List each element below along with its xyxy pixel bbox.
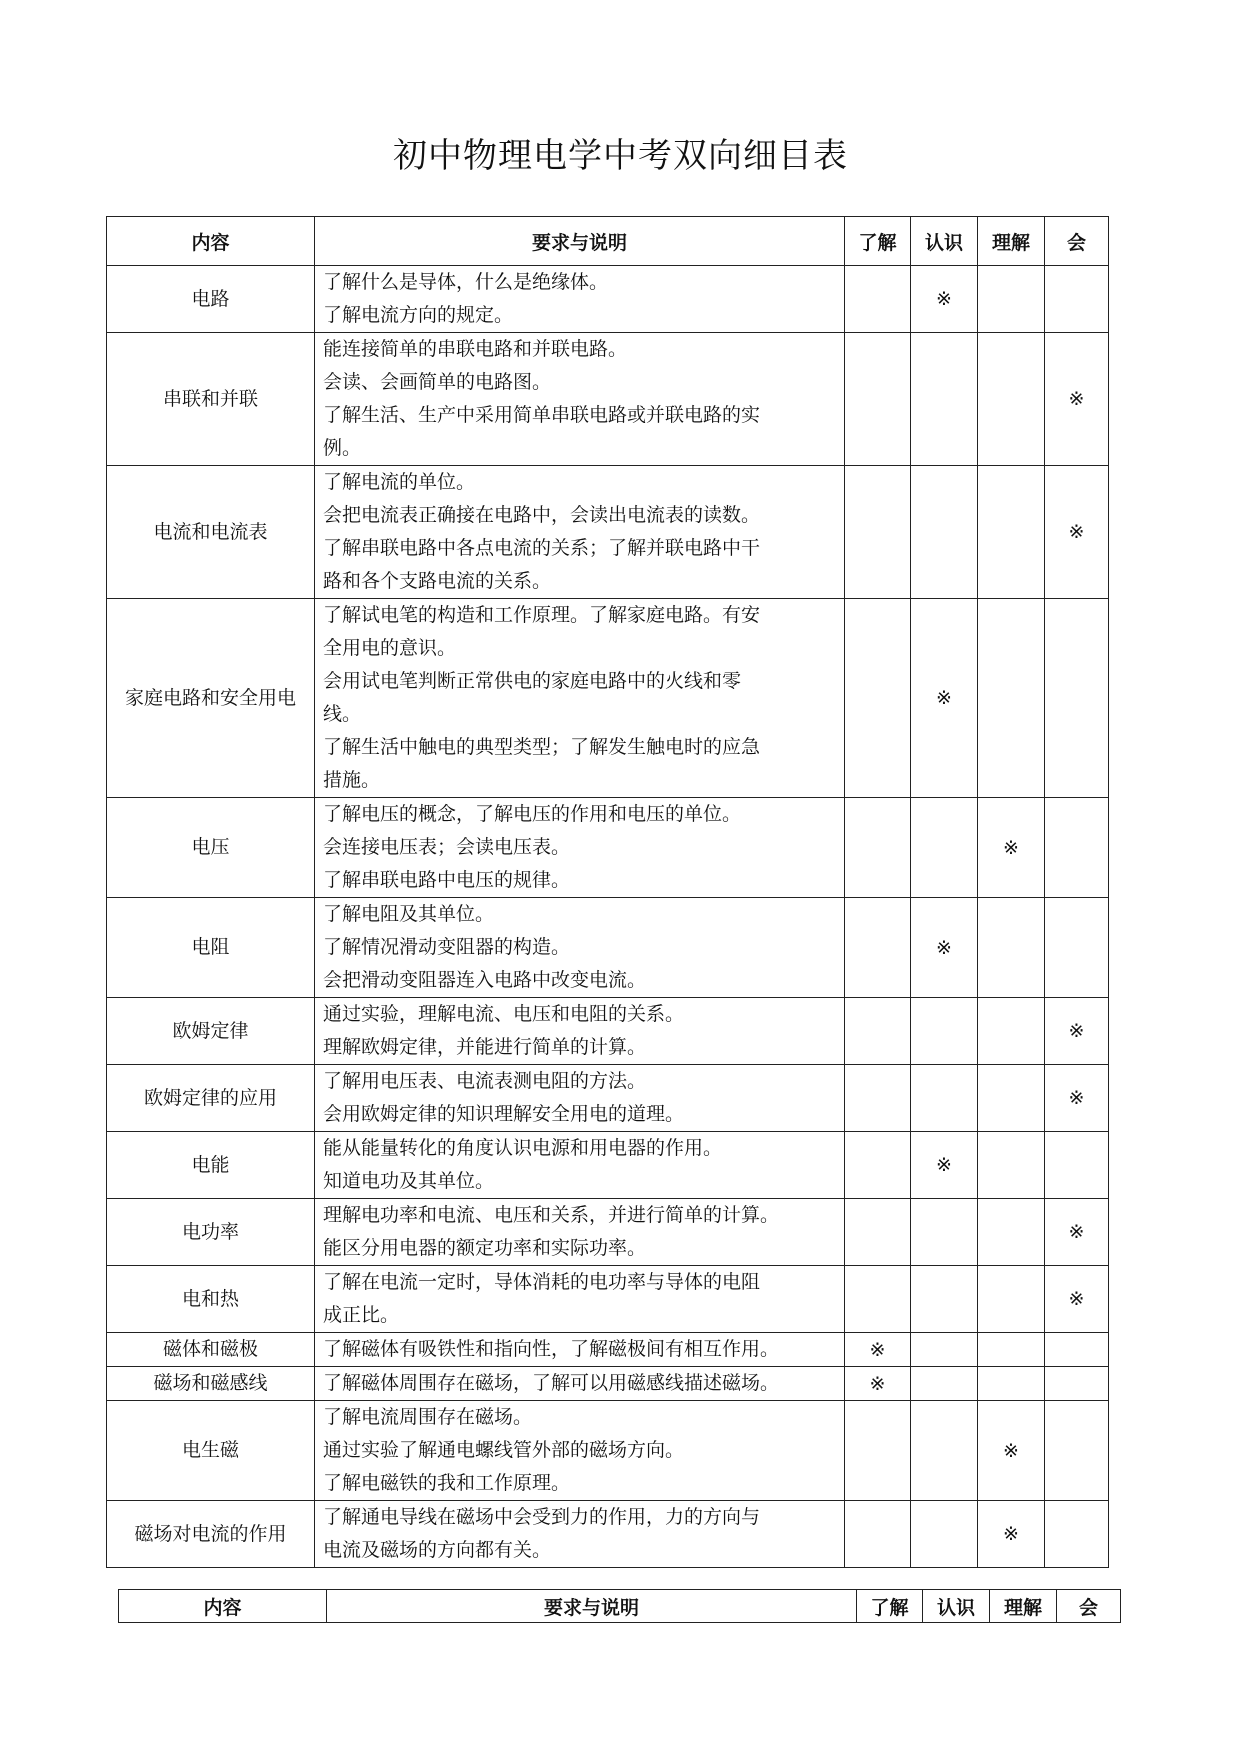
row-content: 磁场和磁感线 [107,1367,315,1401]
row-description [315,1266,845,1333]
mark-recognize: ※ [911,266,978,333]
detail-table [106,216,1109,1568]
mark-understand-basic [845,333,911,466]
row-content: 电能 [107,1132,315,1199]
header-comprehend: 理解 [978,217,1045,266]
mark-comprehend [978,333,1045,466]
mark-able: ※ [1045,333,1109,466]
mark-comprehend [978,599,1045,798]
row-description [315,1065,845,1132]
mark-comprehend [978,998,1045,1065]
table-row [107,998,1109,1065]
description-line: 会用欧姆定律的知识理解安全用电的道理。 [323,1103,685,1125]
mark-able: ※ [1045,1266,1109,1333]
row-description [315,599,845,798]
description-line: 通过实验了解通电螺线管外部的磁场方向。 [323,1439,685,1461]
description-line: 了解电磁铁的我和工作原理。 [323,1472,571,1494]
description-line: 了解用电压表、电流表测电阻的方法。 [323,1070,647,1092]
description-line: 了解在电流一定时，导体消耗的电功率与导体的电阻 [323,1271,761,1293]
description-line: 全用电的意识。 [323,637,457,659]
table-row [107,898,1109,998]
mark-comprehend [978,1266,1045,1333]
table-row [107,599,1109,798]
table-row [107,1333,1109,1367]
mark-understand-basic [845,1266,911,1333]
mark-comprehend [978,898,1045,998]
continuation-table [118,1589,1121,1623]
mark-recognize [911,1501,978,1568]
table-row [107,1266,1109,1333]
mark-comprehend [978,1199,1045,1266]
mark-recognize: ※ [911,898,978,998]
mark-recognize [911,1367,978,1401]
table-row [107,266,1109,333]
mark-understand-basic: ※ [845,1367,911,1401]
table-row [107,798,1109,898]
mark-able: ※ [1045,466,1109,599]
description-line: 理解电功率和电流、电压和关系，并进行简单的计算。 [323,1204,780,1226]
mark-recognize: ※ [911,599,978,798]
header-recognize: 认识 [923,1590,990,1623]
mark-understand-basic [845,898,911,998]
description-line: 例。 [323,437,362,459]
row-content: 电流和电流表 [107,466,315,599]
description-line: 能从能量转化的角度认识电源和用电器的作用。 [323,1137,723,1159]
row-description [315,1199,845,1266]
header-content: 内容 [119,1590,327,1623]
description-line: 会读、会画简单的电路图。 [323,371,552,393]
header-understand-basic: 了解 [857,1590,923,1623]
row-description [315,266,845,333]
table-row [107,1065,1109,1132]
mark-able: ※ [1045,1199,1109,1266]
description-line: 了解电阻及其单位。 [323,903,495,925]
mark-able [1045,1333,1109,1367]
page-title: 初中物理电学中考双向细目表 [393,136,848,176]
table-header-row [119,1590,1121,1623]
mark-understand-basic [845,1132,911,1199]
description-line: 路和各个支路电流的关系。 [323,570,552,592]
mark-understand-basic [845,266,911,333]
mark-recognize [911,1401,978,1501]
row-content: 磁场对电流的作用 [107,1501,315,1568]
mark-able [1045,1401,1109,1501]
header-able: 会 [1057,1590,1121,1623]
description-line: 会用试电笔判断正常供电的家庭电路中的火线和零 [323,670,742,692]
description-line: 电流及磁场的方向都有关。 [323,1539,552,1561]
description-line: 了解生活中触电的典型类型；了解发生触电时的应急 [323,736,761,758]
table-row [107,1401,1109,1501]
row-content: 欧姆定律的应用 [107,1065,315,1132]
table-row [107,1199,1109,1266]
description-line: 了解情况滑动变阻器的构造。 [323,936,571,958]
description-line: 了解电流的单位。 [323,471,476,493]
header-content: 内容 [107,217,315,266]
mark-able: ※ [1045,1065,1109,1132]
table-row [107,1501,1109,1568]
description-line: 了解串联电路中电压的规律。 [323,869,571,891]
description-line: 了解生活、生产中采用简单串联电路或并联电路的实 [323,404,761,426]
header-requirements: 要求与说明 [327,1590,857,1623]
mark-recognize [911,1266,978,1333]
row-content: 电和热 [107,1266,315,1333]
description-line: 了解电流方向的规定。 [323,304,514,326]
table-row [107,466,1109,599]
description-line: 成正比。 [323,1304,400,1326]
description-line: 能连接简单的串联电路和并联电路。 [323,338,628,360]
row-content: 电压 [107,798,315,898]
description-line: 了解试电笔的构造和工作原理。了解家庭电路。有安 [323,604,761,626]
mark-understand-basic [845,798,911,898]
row-content: 磁体和磁极 [107,1333,315,1367]
mark-able: ※ [1045,998,1109,1065]
header-recognize: 认识 [911,217,978,266]
description-line: 了解什么是导体，什么是绝缘体。 [323,271,609,293]
row-description [315,1367,845,1401]
mark-recognize [911,998,978,1065]
row-content: 串联和并联 [107,333,315,466]
description-line: 了解电压的概念，了解电压的作用和电压的单位。 [323,803,742,825]
mark-recognize [911,1065,978,1132]
row-description [315,333,845,466]
mark-comprehend [978,266,1045,333]
mark-recognize [911,333,978,466]
description-line: 会把电流表正确接在电路中，会读出电流表的读数。 [323,504,761,526]
mark-understand-basic [845,1065,911,1132]
mark-comprehend: ※ [978,798,1045,898]
description-line: 了解电流周围存在磁场。 [323,1406,533,1428]
mark-understand-basic [845,1199,911,1266]
mark-able [1045,898,1109,998]
table-row [107,1367,1109,1401]
row-content: 电功率 [107,1199,315,1266]
description-line: 线。 [323,703,362,725]
description-line: 会把滑动变阻器连入电路中改变电流。 [323,969,647,991]
mark-able [1045,599,1109,798]
row-description [315,998,845,1065]
mark-able [1045,1501,1109,1568]
mark-able [1045,1367,1109,1401]
table-row [107,333,1109,466]
description-line: 了解磁体周围存在磁场，了解可以用磁感线描述磁场。 [323,1372,780,1394]
table-header-row [107,217,1109,266]
mark-comprehend [978,1333,1045,1367]
description-line: 了解磁体有吸铁性和指向性，了解磁极间有相互作用。 [323,1338,780,1360]
mark-comprehend [978,1132,1045,1199]
row-description [315,1501,845,1568]
mark-comprehend [978,1065,1045,1132]
description-line: 了解通电导线在磁场中会受到力的作用，力的方向与 [323,1506,761,1528]
mark-comprehend: ※ [978,1401,1045,1501]
row-description [315,798,845,898]
mark-recognize [911,466,978,599]
mark-recognize [911,798,978,898]
row-content: 家庭电路和安全用电 [107,599,315,798]
mark-comprehend: ※ [978,1501,1045,1568]
description-line: 知道电功及其单位。 [323,1170,495,1192]
mark-recognize: ※ [911,1132,978,1199]
mark-understand-basic [845,998,911,1065]
mark-understand-basic: ※ [845,1333,911,1367]
description-line: 措施。 [323,769,381,791]
row-description [315,1333,845,1367]
mark-understand-basic [845,466,911,599]
description-line: 能区分用电器的额定功率和实际功率。 [323,1237,647,1259]
description-line: 理解欧姆定律，并能进行简单的计算。 [323,1036,647,1058]
description-line: 会连接电压表；会读电压表。 [323,836,571,858]
mark-recognize [911,1199,978,1266]
header-understand-basic: 了解 [845,217,911,266]
description-line: 通过实验，理解电流、电压和电阻的关系。 [323,1003,685,1025]
mark-able [1045,1132,1109,1199]
mark-understand-basic [845,1501,911,1568]
mark-able [1045,266,1109,333]
row-description [315,1401,845,1501]
row-content: 电生磁 [107,1401,315,1501]
mark-comprehend [978,1367,1045,1401]
row-content: 电路 [107,266,315,333]
row-content: 欧姆定律 [107,998,315,1065]
header-comprehend: 理解 [990,1590,1057,1623]
mark-understand-basic [845,1401,911,1501]
row-content: 电阻 [107,898,315,998]
header-requirements: 要求与说明 [315,217,845,266]
description-line: 了解串联电路中各点电流的关系；了解并联电路中干 [323,537,761,559]
mark-able [1045,798,1109,898]
row-description [315,1132,845,1199]
mark-understand-basic [845,599,911,798]
row-description [315,466,845,599]
mark-comprehend [978,466,1045,599]
table-row [107,1132,1109,1199]
mark-recognize [911,1333,978,1367]
row-description [315,898,845,998]
header-able: 会 [1045,217,1109,266]
